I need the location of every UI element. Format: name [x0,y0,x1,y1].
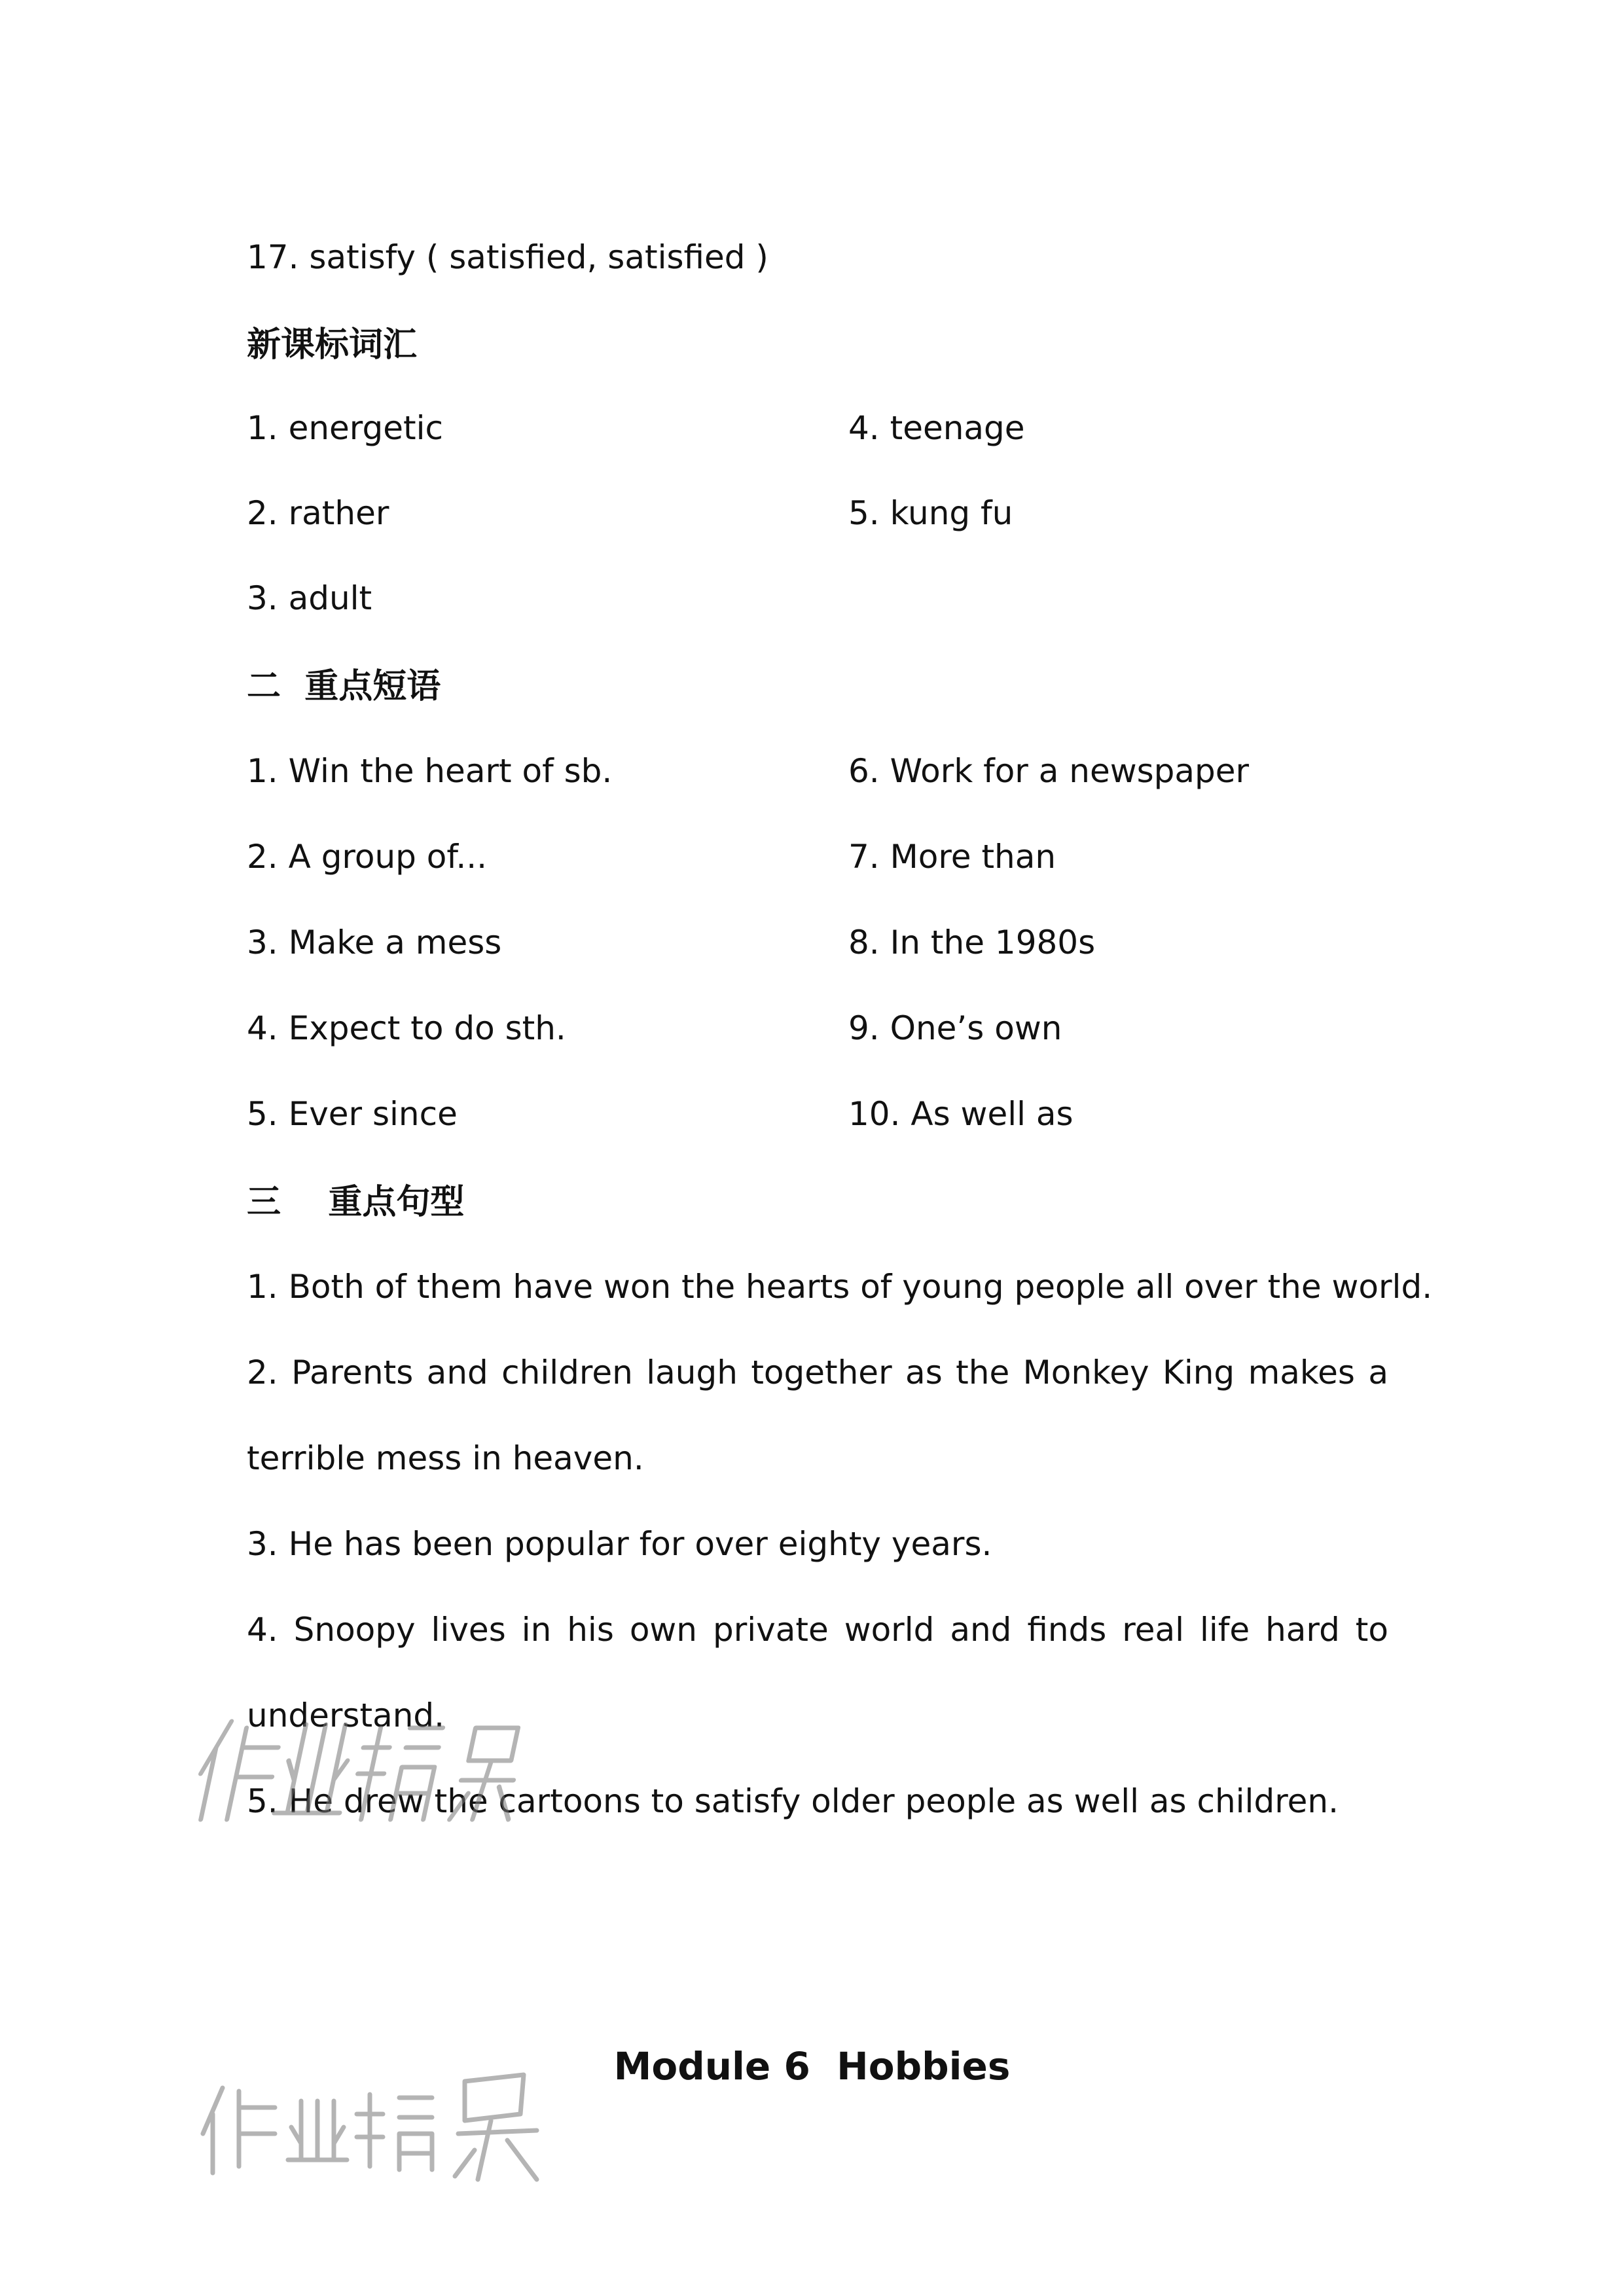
phrase-item: 1. Win the heart of sb. [247,752,613,790]
vocab-item: 2. rather [247,494,389,532]
vocab-item: 5. kung fu [848,494,1013,532]
sentence-4-line-2: understand. [247,1696,445,1734]
phrase-item: 5. Ever since [247,1095,458,1133]
sentence-2-line-1: 2. Parents and children laugh together as the Monkey King makes a [247,1354,1388,1391]
phrase-item: 2. A group of... [247,838,488,876]
watermark-logo [183,2062,556,2186]
new-vocab-heading: 新课标词汇 [247,325,418,365]
phrase-item: 4. Expect to do sth. [247,1009,566,1047]
top-item: 17. satisfy ( satisfied, satisfied ) [247,238,768,276]
watermark-logo [190,1702,543,1833]
phrase-item: 8. In the 1980s [848,924,1096,961]
phrase-item: 7. More than [848,838,1056,876]
phrase-item: 10. As well as [848,1095,1074,1133]
sentence-3: 3. He has been popular for over eighty years. [247,1525,992,1563]
sentence-1: 1. Both of them have won the hearts of young people all over the world. [247,1268,1433,1306]
vocab-item: 1. energetic [247,409,443,447]
phrase-item: 3. Make a mess [247,924,502,961]
sentence-5: 5. He drew the cartoons to satisfy older people as well as children. [247,1782,1339,1820]
module-title: Module 6 Hobbies [613,2044,1011,2089]
sentences-heading: 三 重点句型 [247,1183,465,1222]
vocab-item: 3. adult [247,579,372,617]
phrase-item: 9. One’s own [848,1009,1062,1047]
sentence-4-line-1: 4. Snoopy lives in his own private world and finds real life hard to [247,1611,1388,1649]
phrase-item: 6. Work for a newspaper [848,752,1250,790]
vocab-item: 4. teenage [848,409,1025,447]
sentence-2-line-2: terrible mess in heaven. [247,1439,644,1477]
phrases-heading: 二 重点短语 [247,667,441,706]
